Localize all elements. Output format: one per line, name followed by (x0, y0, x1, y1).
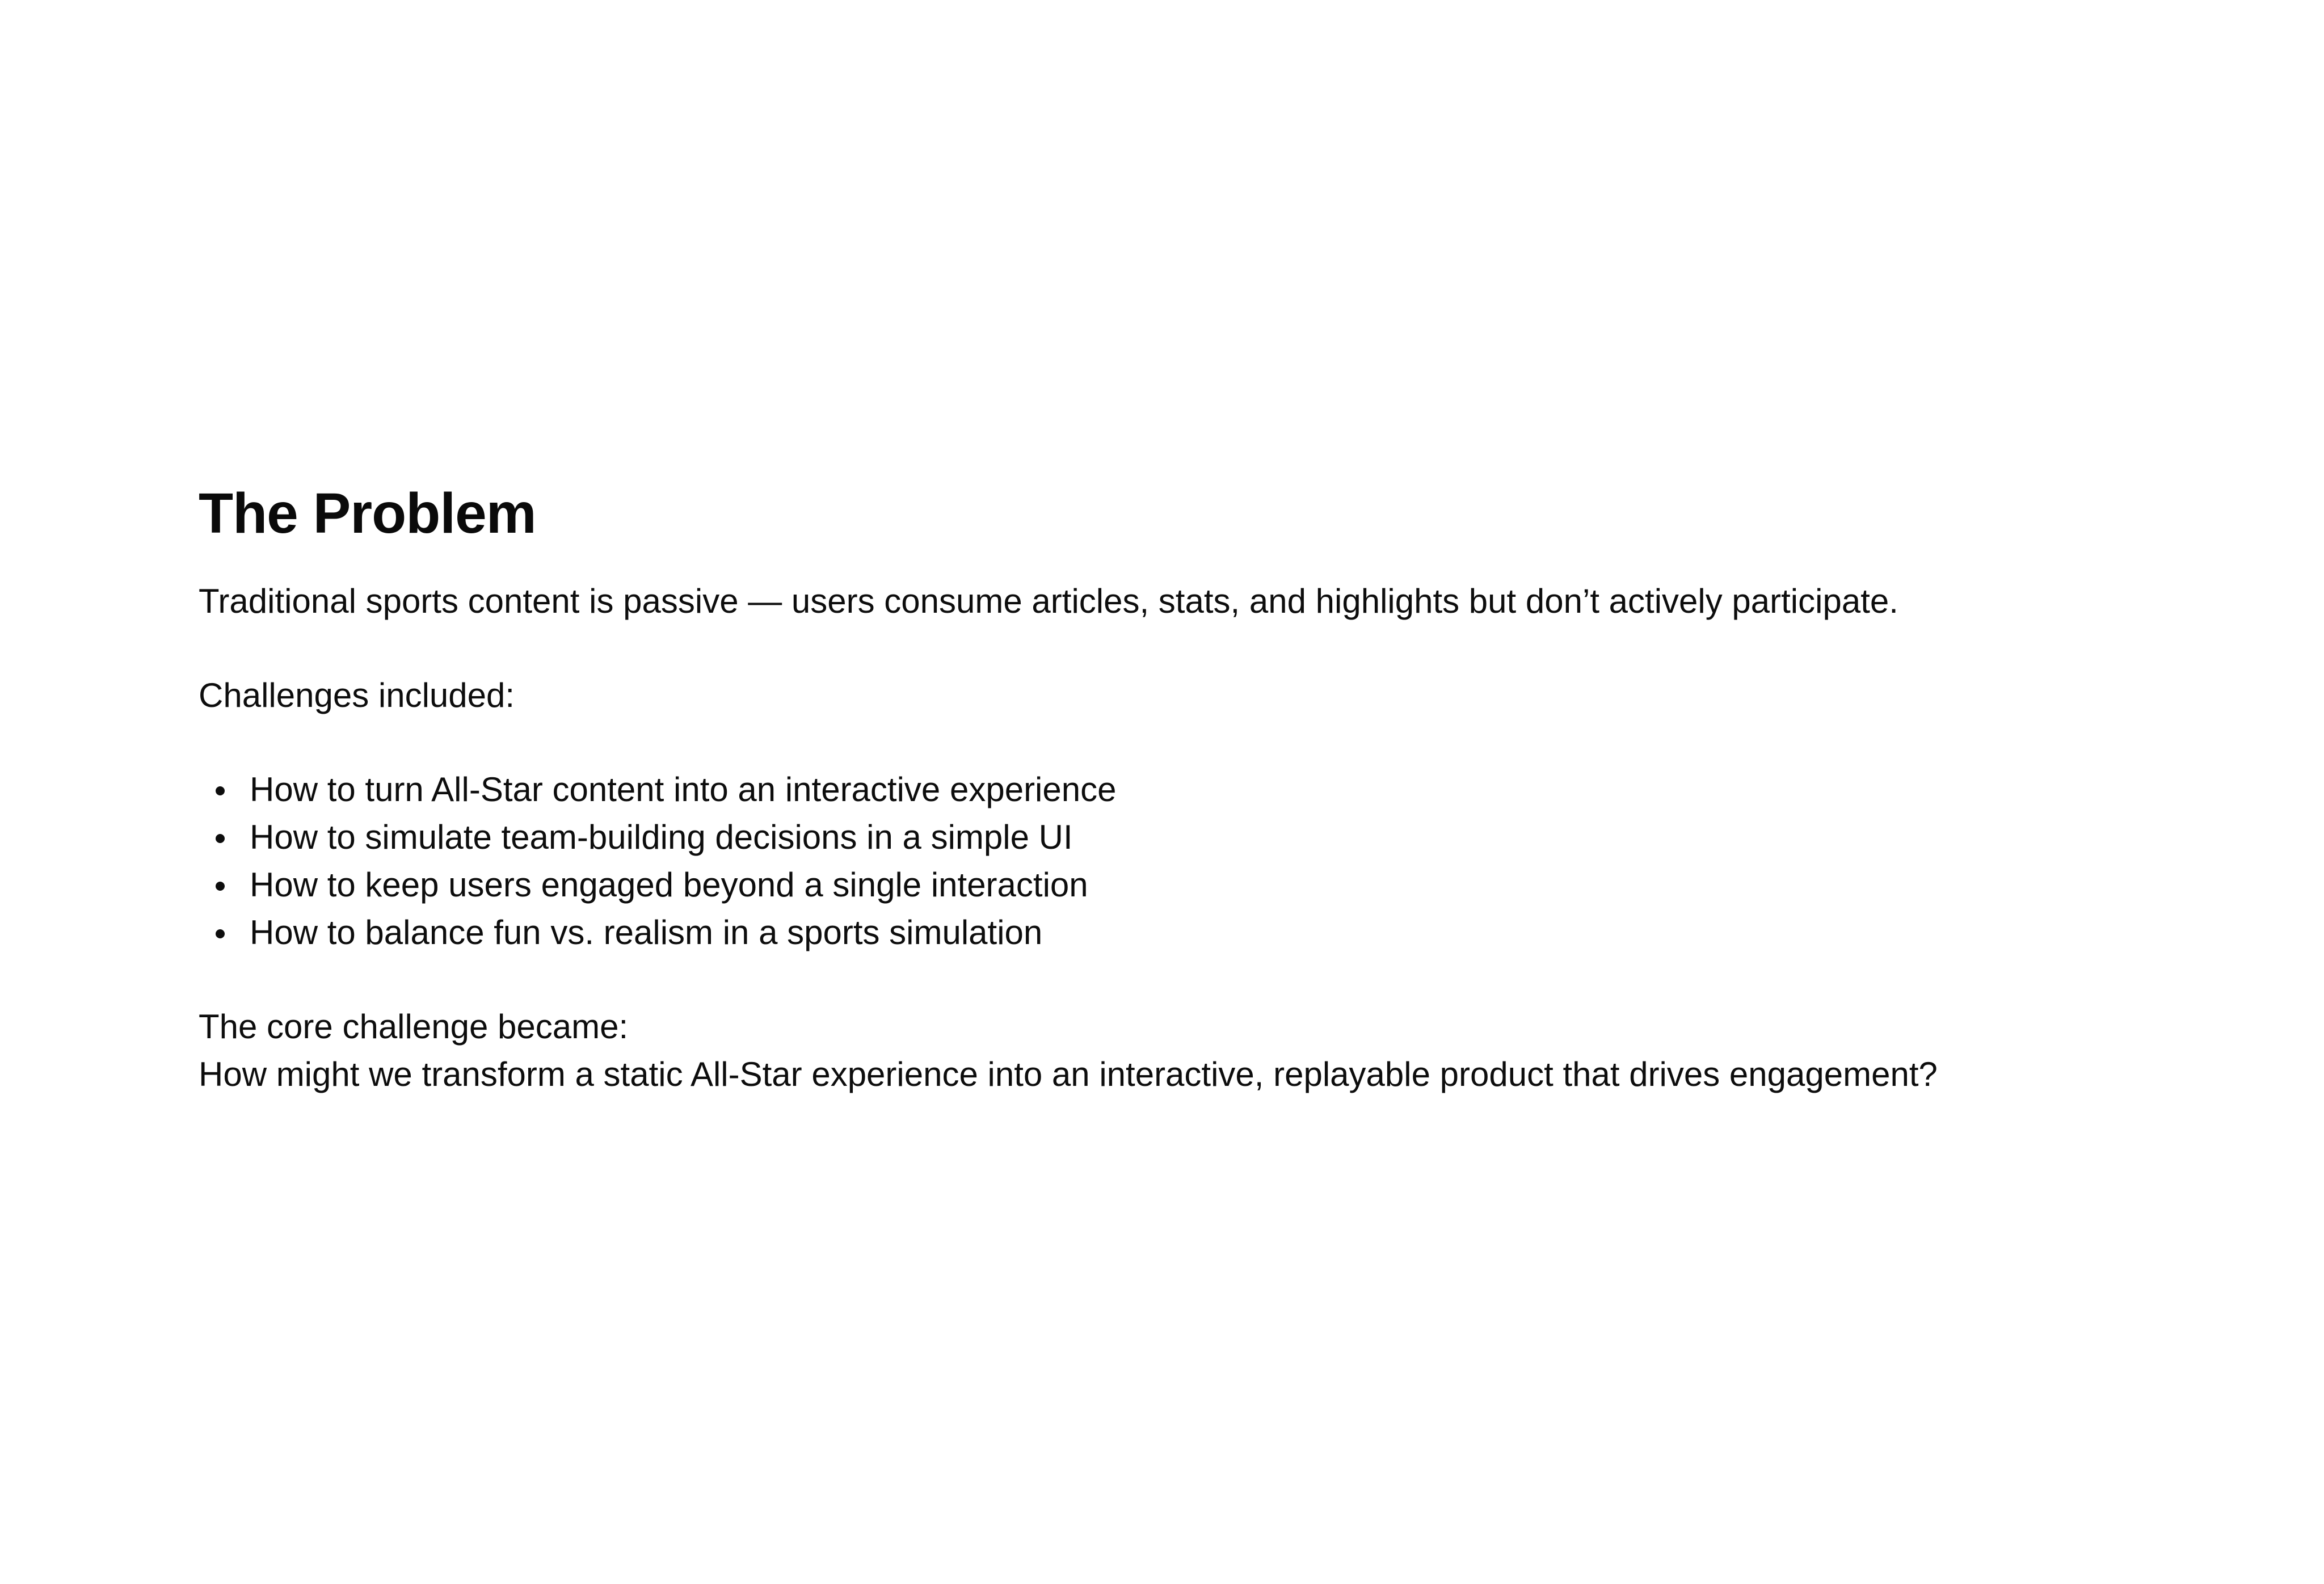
core-challenge-label: The core challenge became: (199, 1008, 629, 1046)
problem-section (199, 477, 2184, 1098)
bullet-icon (216, 786, 225, 795)
list-item (199, 909, 2184, 957)
challenges-list (199, 766, 2184, 957)
list-item-text: How to turn All-Star content into an interactive experience (250, 770, 1117, 808)
list-item (199, 814, 2184, 861)
challenges-label: Challenges included: (199, 676, 515, 714)
bullet-icon (216, 834, 225, 843)
list-item-text: How to balance fun vs. realism in a sports simulation (250, 913, 1043, 951)
section-title: The Problem (199, 482, 536, 545)
bullet-icon (216, 929, 225, 938)
list-item-text: How to simulate team-building decisions in a simple UI (250, 818, 1073, 856)
list-item (199, 766, 2184, 814)
core-challenge-question: How might we transform a static All-Star experience into an interactive, replayable product that drives engagement? (199, 1055, 1938, 1093)
list-item (199, 861, 2184, 909)
bullet-icon (216, 882, 225, 891)
list-item-text: How to keep users engaged beyond a single interaction (250, 866, 1088, 904)
intro-paragraph: Traditional sports content is passive — users consume articles, stats, and highlights but don’t actively participate. (199, 582, 1898, 620)
